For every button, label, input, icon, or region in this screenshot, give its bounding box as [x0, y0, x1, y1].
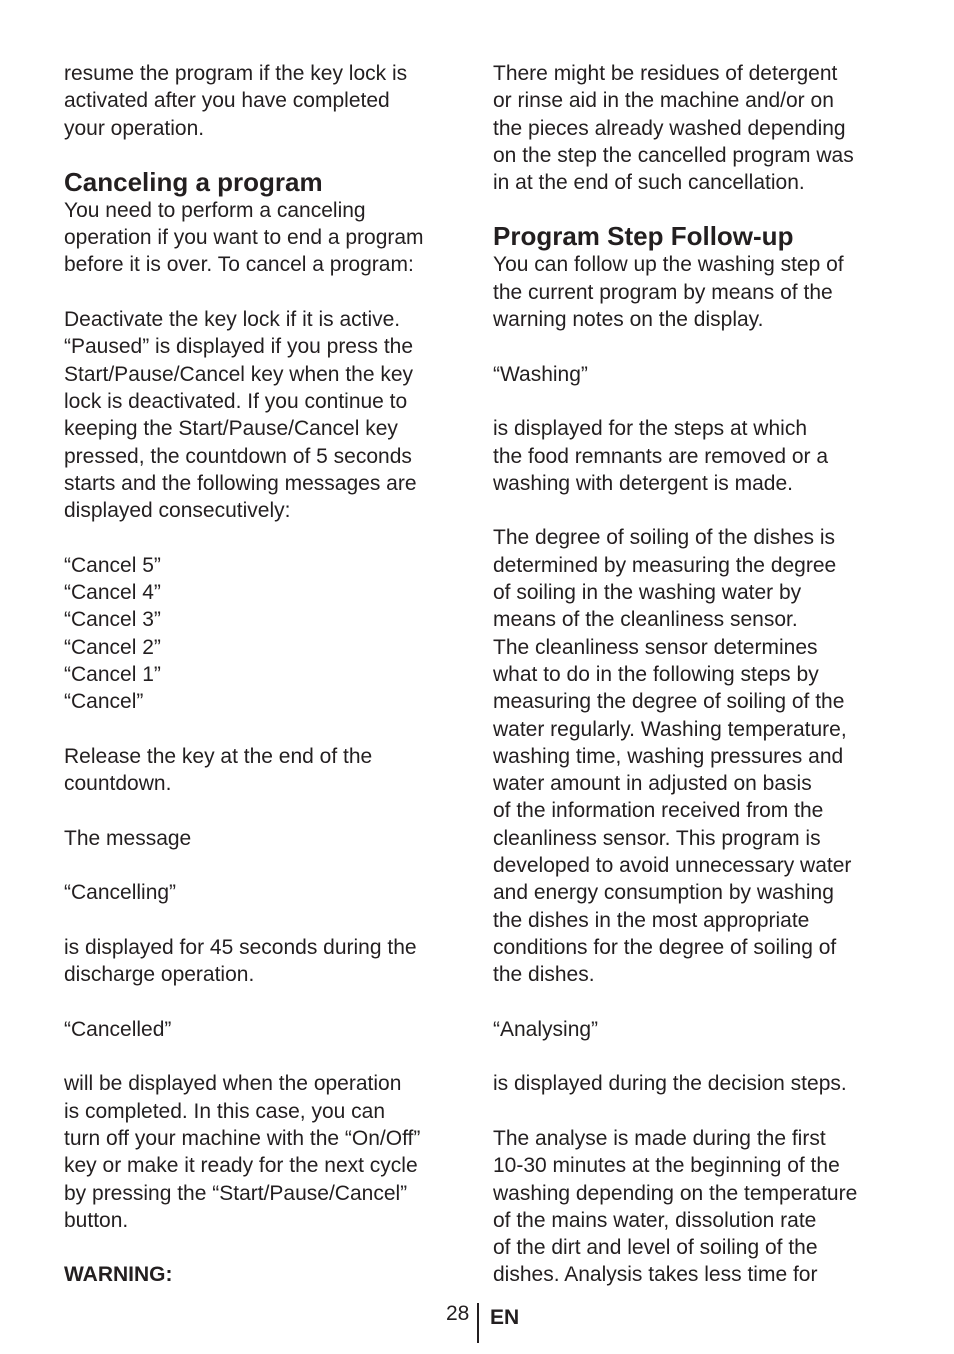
- text-line: The degree of soiling of the dishes is: [493, 526, 836, 550]
- text-line: the current program by means of the: [493, 280, 833, 304]
- analyse-paragraph: [493, 1125, 903, 1289]
- text-line: is completed. In this case, you can: [64, 1099, 385, 1123]
- countdown-message: “Cancel 1”: [64, 662, 161, 686]
- text-line: of soiling in the washing water by: [493, 581, 802, 605]
- text-line: by pressing the “Start/Pause/Cancel”: [64, 1181, 408, 1205]
- text-line: button.: [64, 1208, 129, 1232]
- footer-divider: [477, 1303, 479, 1343]
- text-line: developed to avoid unnecessary water: [493, 854, 852, 878]
- message-label: The message: [64, 826, 192, 850]
- text-line: water amount in adjusted on basis: [493, 772, 812, 796]
- countdown-message: “Cancel 3”: [64, 608, 161, 632]
- text-line: before it is over. To cancel a program:: [64, 253, 414, 277]
- text-line: cleanliness sensor. This program is: [493, 826, 821, 850]
- countdown-message: “Cancel”: [64, 690, 144, 714]
- text-line: Deactivate the key lock if it is active.: [64, 308, 401, 332]
- text-line: conditions for the degree of soiling of: [493, 935, 837, 959]
- text-line: the dishes.: [493, 963, 595, 987]
- text-line: There might be residues of detergent: [493, 62, 838, 85]
- decision-text: is displayed during the decision steps.: [493, 1072, 847, 1096]
- cancelled-message: “Cancelled”: [64, 1017, 172, 1041]
- text-line: washing with detergent is made.: [493, 471, 793, 495]
- text-line: is displayed for 45 seconds during the: [64, 935, 417, 959]
- language-code: EN: [490, 1306, 520, 1329]
- text-line: You need to perform a canceling: [64, 198, 366, 222]
- countdown-message: “Cancel 2”: [64, 635, 161, 659]
- text-line: key or make it ready for the next cycle: [64, 1154, 418, 1178]
- countdown-message-list: [64, 552, 464, 716]
- text-line: pressed, the countdown of 5 seconds: [64, 444, 412, 468]
- text-line: is displayed for the steps at which: [493, 417, 807, 441]
- text-line: displayed consecutively:: [64, 499, 291, 523]
- washing-message: “Washing”: [493, 362, 588, 386]
- right-column: [493, 60, 903, 1289]
- text-line: water regularly. Washing temperature,: [493, 717, 847, 741]
- text-line: measuring the degree of soiling of the: [493, 690, 845, 714]
- page-number: 28: [446, 1302, 470, 1325]
- discharge-paragraph: [64, 934, 464, 989]
- text-line: activated after you have completed: [64, 89, 390, 113]
- cancelling-message: “Cancelling”: [64, 881, 177, 905]
- text-line: your operation.: [64, 116, 205, 140]
- text-line: starts and the following messages are: [64, 471, 417, 495]
- text-line: Release the key at the end of the: [64, 744, 373, 768]
- warning-label: WARNING:: [64, 1263, 173, 1287]
- text-line: means of the cleanliness sensor.: [493, 608, 798, 632]
- text-line: determined by measuring the degree: [493, 553, 837, 577]
- text-line: of the information received from the: [493, 799, 824, 823]
- text-line: dishes. Analysis takes less time for: [493, 1263, 818, 1287]
- analysing-message: “Analysing”: [493, 1017, 599, 1041]
- text-line: the food remnants are removed or a: [493, 444, 829, 468]
- text-line: operation if you want to end a program: [64, 226, 424, 250]
- text-line: the dishes in the most appropriate: [493, 908, 810, 932]
- text-line: and energy consumption by washing: [493, 881, 834, 905]
- section-heading-canceling: Canceling a program: [64, 166, 323, 197]
- text-line: resume the program if the key lock is: [64, 62, 408, 85]
- text-line: The analyse is made during the first: [493, 1126, 826, 1150]
- text-line: will be displayed when the operation: [64, 1072, 402, 1096]
- section-heading-followup: Program Step Follow-up: [493, 221, 794, 252]
- text-line: Start/Pause/Cancel key when the key: [64, 362, 414, 386]
- text-line: “Paused” is displayed if you press the: [64, 335, 414, 359]
- text-line: the pieces already washed depending: [493, 116, 846, 140]
- text-line: countdown.: [64, 772, 172, 796]
- text-line: 10-30 minutes at the beginning of the: [493, 1154, 840, 1178]
- intro-paragraph: [64, 60, 464, 142]
- text-line: of the dirt and level of soiling of the: [493, 1236, 818, 1260]
- text-line: or rinse aid in the machine and/or on: [493, 89, 834, 113]
- text-line: in at the end of such cancellation.: [493, 171, 805, 195]
- text-line: turn off your machine with the “On/Off”: [64, 1126, 421, 1150]
- text-line: washing time, washing pressures and: [493, 744, 844, 768]
- countdown-message: “Cancel 5”: [64, 553, 161, 577]
- countdown-message: “Cancel 4”: [64, 581, 161, 605]
- text-line: on the step the cancelled program was: [493, 143, 854, 167]
- text-line: You can follow up the washing step of: [493, 253, 844, 277]
- washing-desc-paragraph: [493, 415, 903, 497]
- text-line: what to do in the following steps by: [493, 662, 819, 686]
- deactivate-paragraph: [64, 306, 464, 524]
- text-line: The cleanliness sensor determines: [493, 635, 818, 659]
- text-line: warning notes on the display.: [493, 308, 764, 332]
- text-line: lock is deactivated. If you continue to: [64, 389, 408, 413]
- release-paragraph: [64, 743, 464, 798]
- completed-paragraph: [64, 1070, 464, 1234]
- text-line: keeping the Start/Pause/Cancel key: [64, 417, 398, 441]
- followup-intro-paragraph: [493, 251, 903, 333]
- text-line: of the mains water, dissolution rate: [493, 1208, 817, 1232]
- left-column: [64, 60, 464, 1289]
- text-line: discharge operation.: [64, 963, 255, 987]
- residue-paragraph: [493, 60, 903, 196]
- text-line: washing depending on the temperature: [493, 1181, 858, 1205]
- cancel-intro-paragraph: [64, 197, 464, 279]
- soiling-paragraph: [493, 524, 903, 988]
